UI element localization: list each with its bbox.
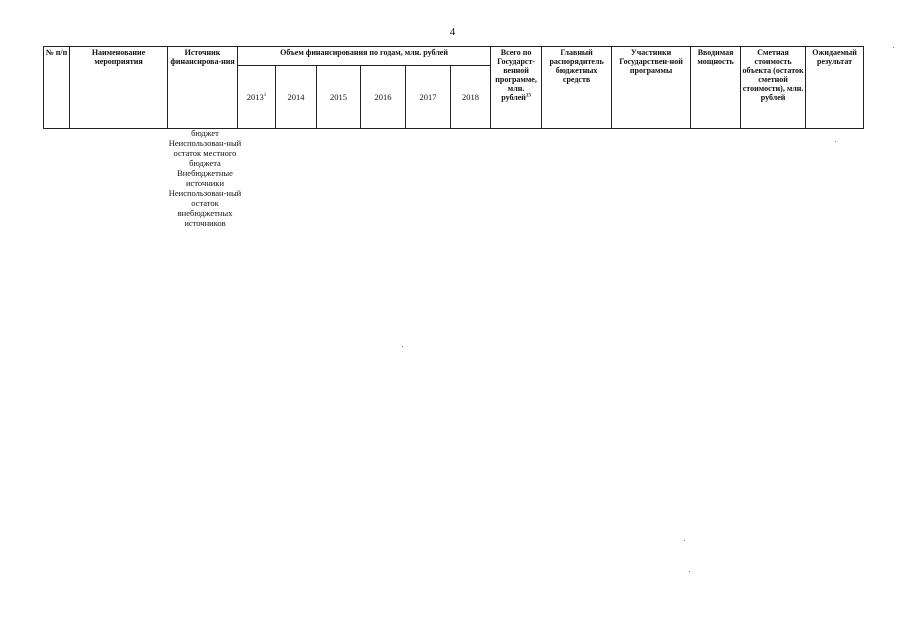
header-year-2016: 2016 <box>361 66 406 129</box>
scan-speck <box>835 141 836 142</box>
scan-speck <box>684 540 685 541</box>
header-participants: Участники Государствен-ной программы <box>612 47 691 129</box>
header-name: Наименование мероприятия <box>70 47 168 129</box>
header-result: Ожидаемый результат <box>806 47 864 129</box>
scan-speck <box>893 47 894 48</box>
header-source: Источник финансирова-ния <box>168 47 238 129</box>
source-unused-extrabudgetary: Неиспользован-ный остаток внебюджетных источников <box>168 188 242 228</box>
header-funding: Объем финансирования по годам, млн. рублей <box>238 47 491 66</box>
header-year-2013: 2013$^1$ <box>238 66 276 129</box>
scan-speck <box>402 346 403 347</box>
header-year-2015: 2015 <box>317 66 361 129</box>
header-estimate: Сметная стоимость объекта (остаток сметной стоимости), млн. рублей <box>741 47 806 129</box>
scan-speck <box>689 571 690 572</box>
header-capacity: Вводимая мощность <box>691 47 741 129</box>
header-total: Всего по Государст-венной программе, млн. рублей$^{13}$ <box>491 47 542 129</box>
source-extrabudgetary: Внебюджетные источники <box>177 168 233 188</box>
funding-sources-list <box>167 128 243 228</box>
header-manager: Главный распорядитель бюджетных средств <box>542 47 612 129</box>
header-year-2018: 2018 <box>451 66 491 129</box>
header-year-2017: 2017 <box>406 66 451 129</box>
header-num: № п/п <box>44 47 70 129</box>
source-unused-local-budget: Неиспользован-ный остаток местного бюджета <box>168 138 242 168</box>
page-number: 4 <box>449 26 456 38</box>
source-budget: бюджет <box>191 128 219 138</box>
funding-table <box>43 46 864 129</box>
header-year-2014: 2014 <box>276 66 317 129</box>
